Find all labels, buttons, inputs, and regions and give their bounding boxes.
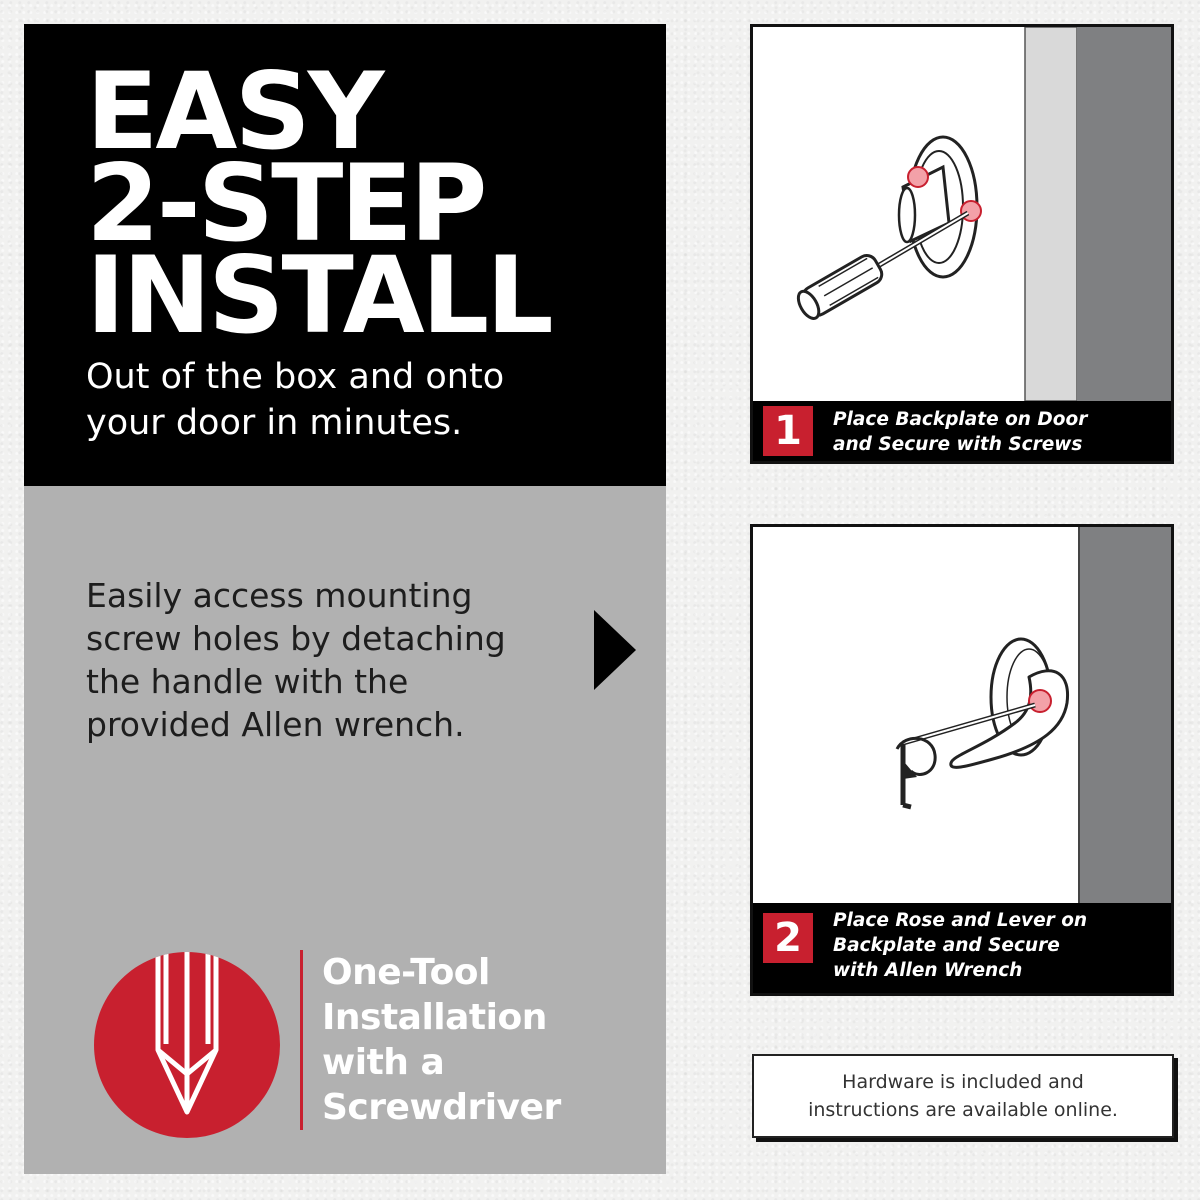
callout-line: One-Tool [322, 952, 490, 993]
lever-allen-wrench-illustration [753, 527, 1171, 903]
callout-line: with a [322, 1042, 445, 1083]
headline-line: INSTALL [86, 234, 551, 357]
caption-line: and Secure with Screws [833, 434, 1083, 455]
body-line: the handle with the [86, 662, 409, 701]
step-number-badge: 1 [763, 406, 813, 456]
caption-line: Backplate and Secure [833, 935, 1060, 956]
step-1-caption [833, 407, 1087, 457]
body-line: Easily access mounting [86, 576, 473, 615]
screwdriver-tip-icon [94, 952, 280, 1138]
subheadline [86, 354, 646, 446]
tool-divider [300, 950, 303, 1130]
caption-line: Place Backplate on Door [833, 409, 1088, 430]
hardware-note [752, 1054, 1174, 1138]
step-2-caption-bar [753, 903, 1171, 993]
step-1-card [750, 24, 1174, 464]
body-line: screw holes by detaching [86, 619, 506, 658]
note-line: Hardware is included and [842, 1071, 1084, 1093]
subhead-line: Out of the box and onto [86, 357, 505, 397]
backplate-screw-illustration [753, 27, 1171, 401]
one-tool-callout [322, 950, 561, 1130]
callout-line: Screwdriver [322, 1087, 561, 1128]
headline-line: 2-STEP [86, 142, 485, 265]
body-copy [86, 574, 606, 746]
caption-line: Place Rose and Lever on [833, 910, 1088, 931]
step-2-caption [833, 908, 1087, 983]
headline-block [24, 24, 666, 486]
headline [86, 50, 551, 357]
callout-line: Installation [322, 997, 547, 1038]
arrow-right-icon [594, 610, 636, 690]
caption-line: with Allen Wrench [833, 960, 1023, 981]
details-block [24, 486, 666, 1174]
headline-line: EASY [86, 50, 382, 173]
subhead-line: your door in minutes. [86, 403, 463, 443]
note-line: instructions are available online. [808, 1099, 1118, 1121]
step-1-caption-bar [753, 401, 1171, 461]
step-2-card [750, 524, 1174, 996]
info-panel [24, 24, 666, 1174]
body-line: provided Allen wrench. [86, 705, 465, 744]
step-number-badge: 2 [763, 913, 813, 963]
